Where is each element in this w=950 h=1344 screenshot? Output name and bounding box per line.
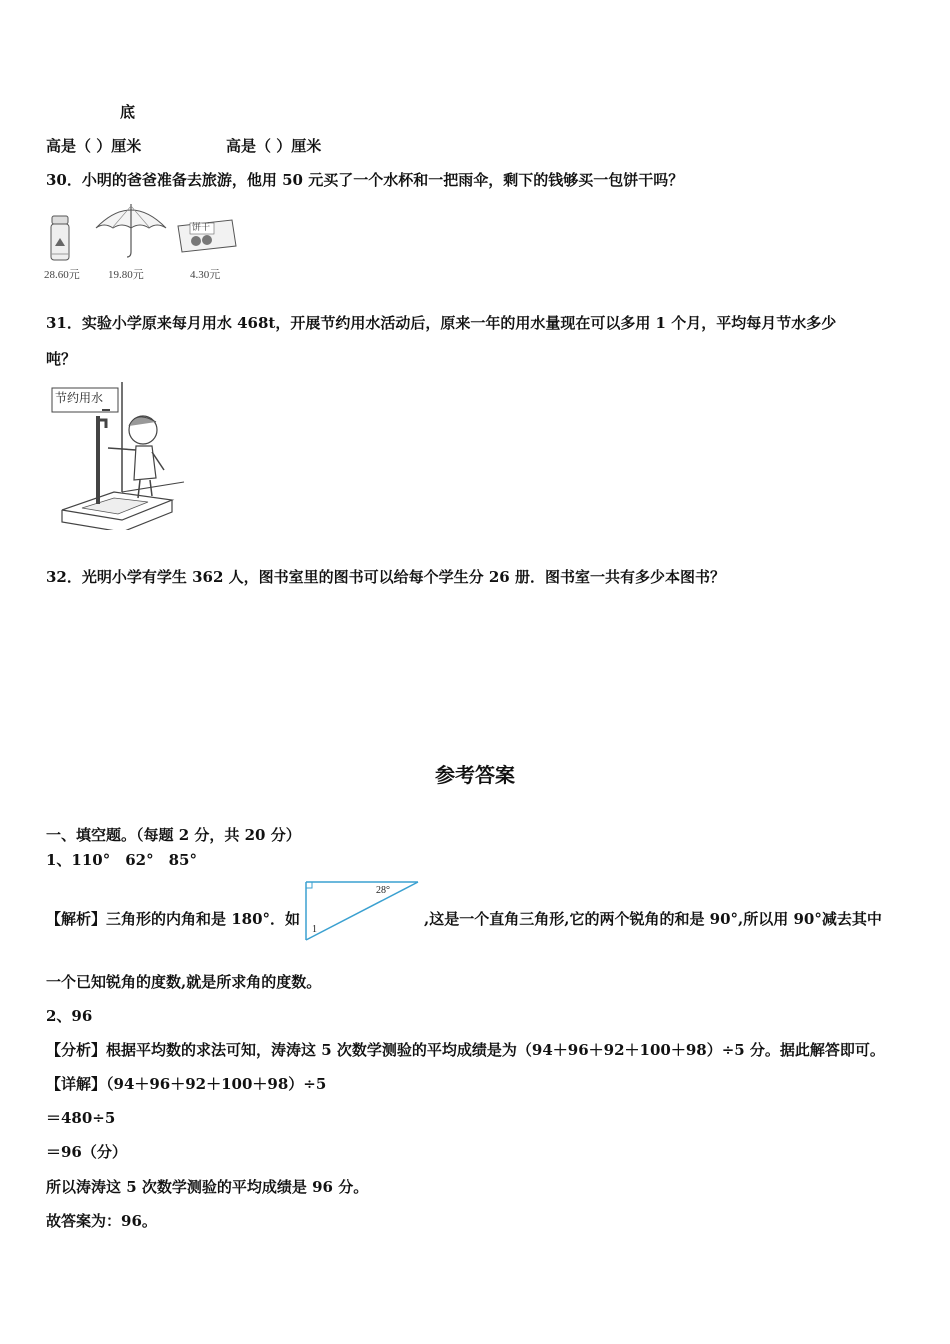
answer-1: 1、110° 62° 85° xyxy=(46,851,197,869)
triangle-unknown-label: 1 xyxy=(312,924,317,935)
biscuit-package-icon xyxy=(174,216,240,256)
answer-2: 2、96 xyxy=(46,1007,93,1025)
question-31-line1: 31．实验小学原来每月用水 468t，开展节约用水活动后，原来一年的用水量现在可以多用 1 个月，平均每月节水多少 xyxy=(46,314,837,332)
question-30: 30．小明的爸爸准备去旅游，他用 50 元买了一个水杯和一把雨伞，剩下的钱够买一包饼干吗？ xyxy=(46,171,684,189)
triangle-angle-label: 28° xyxy=(376,885,390,896)
base-label: 底 xyxy=(120,103,136,121)
cup-icon xyxy=(46,214,76,264)
umbrella-price: 19.80元 xyxy=(108,269,144,281)
sign-text: 节约用水 xyxy=(55,391,104,405)
answer-2-conclusion: 所以涛涛这 5 次数学测验的平均成绩是 96 分。 xyxy=(46,1178,369,1196)
height-label-1: 高是（ ）厘米 xyxy=(46,137,142,155)
question-32: 32．光明小学有学生 362 人，图书室里的图书可以给每个学生分 26 册．图书室一共有多少本图书？ xyxy=(46,568,725,586)
answer-1-analysis-suffix: ,这是一个直角三角形,它的两个锐角的和是 90°,所以用 90°减去其中 xyxy=(424,910,882,928)
answer-2-step2: ＝96（分） xyxy=(46,1143,127,1161)
umbrella-icon xyxy=(94,200,168,260)
cup-price: 28.60元 xyxy=(44,269,80,281)
answer-2-final: 故答案为：96。 xyxy=(46,1212,157,1230)
answer-2-detail: 【详解】（94＋96＋92＋100＋98）÷5 xyxy=(46,1075,327,1093)
answer-2-analysis: 【分析】根据平均数的求法可知，涛涛这 5 次数学测验的平均成绩是为（94＋96＋92＋100＋98）÷5 分。据此解答即可。 xyxy=(46,1041,885,1059)
height-label-2: 高是（ ）厘米 xyxy=(226,137,322,155)
question-31-line2: 吨？ xyxy=(46,350,77,368)
biscuit-package-label: 饼干 xyxy=(192,223,211,233)
biscuit-price: 4.30元 xyxy=(190,269,221,281)
answer-1-analysis-prefix: 【解析】三角形的内角和是 180°．如 xyxy=(46,910,301,928)
answer-1-analysis-line2: 一个已知锐角的度数,就是所求角的度数。 xyxy=(46,973,322,991)
section-heading: 一、填空题。（每题 2 分，共 20 分） xyxy=(46,826,301,844)
answer-2-step1: ＝480÷5 xyxy=(46,1109,116,1127)
right-triangle-figure xyxy=(302,880,422,944)
answers-title: 参考答案 xyxy=(435,763,515,787)
